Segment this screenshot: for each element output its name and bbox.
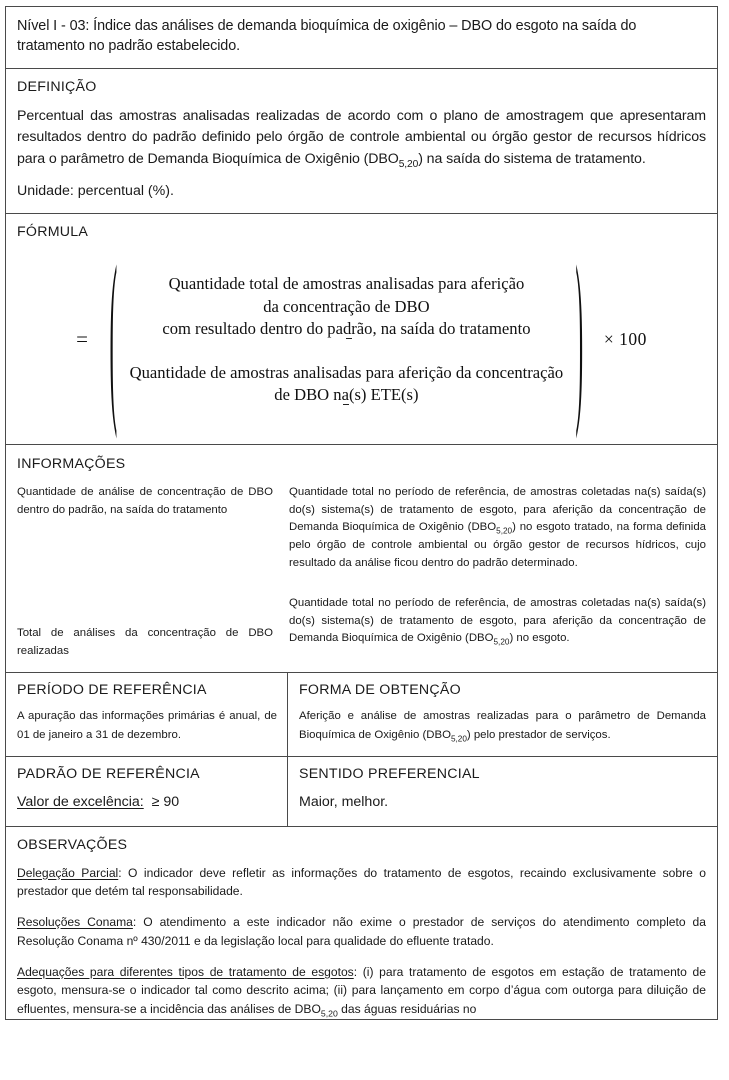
definicao-paragraph-post: ) na saída do sistema de tratamento. xyxy=(418,150,646,167)
formula-section xyxy=(6,214,717,445)
forma-body-pre: Aferição e análise de amostras realizadas para o parâmetro de Demanda Bioquímica de Oxigênio (DBO xyxy=(299,710,706,741)
definicao-section xyxy=(6,69,717,214)
informacoes-heading: INFORMAÇÕES xyxy=(17,455,126,472)
observacao-text-post: das águas residuárias no xyxy=(337,1002,477,1016)
formula-multiplier: × 100 xyxy=(603,329,647,350)
valor-excelencia-label: Valor de excelência: xyxy=(17,794,144,811)
informacoes-row xyxy=(17,595,706,661)
observacao-term: Adequações para diferentes tipos de tratamento de esgotos xyxy=(17,964,354,979)
definicao-paragraph xyxy=(17,106,706,170)
numerator-line-2: da concentração de DBO xyxy=(263,296,430,316)
forma-body-post: ) pelo prestador de serviços. xyxy=(466,728,611,741)
observacoes-section xyxy=(6,827,717,1019)
observacao-item xyxy=(17,913,706,950)
observacao-term: Delegação Parcial xyxy=(17,865,119,880)
padrao-sentido-band xyxy=(6,757,717,826)
page-title: Nível I - 03: Índice das análises de demanda bioquímica de oxigênio – DBO do esgoto na saída do tratamento no padrão estabelecido. xyxy=(17,18,637,55)
description-pre: Quantidade total no período de referência, de amostras coletadas na(s) saída(s) do(s) sistema(s) de tratamento de esgoto, para aferição da concentração de Demanda Bioquímica de Oxigênio (DBO xyxy=(289,485,706,534)
informacoes-row-label: Quantidade de análise de concentração de DBO dentro do padrão, na saída do tratamento xyxy=(17,485,273,516)
padrao-referencia-cell xyxy=(6,757,288,825)
padrao-referencia-heading: PADRÃO DE REFERÊNCIA xyxy=(17,766,200,783)
formula-expression xyxy=(17,234,706,446)
dbo-subscript: 5,20 xyxy=(493,637,510,647)
fraction xyxy=(130,251,564,428)
description-post: ) no esgoto. xyxy=(509,632,570,645)
sentido-preferencial-cell xyxy=(288,757,717,825)
indicator-sheet xyxy=(5,6,718,1020)
dbo-subscript: 5,20 xyxy=(450,734,467,744)
informacoes-row-description xyxy=(289,595,706,648)
periodo-referencia-heading: PERÍODO DE REFERÊNCIA xyxy=(17,682,207,699)
padrao-referencia-value-row xyxy=(17,792,277,813)
denominator-line-1: Quantidade de amostras analisadas para aferição da concentração xyxy=(129,362,564,382)
definicao-heading: DEFINIÇÃO xyxy=(17,78,97,95)
fraction-denominator xyxy=(130,338,564,426)
description-post: ) no esgoto tratado, na forma definida pelo órgão de controle ambiental ou órgão gestor de recursos hídricos, cujo resultado da análise ficou dentro do padrão determinado. xyxy=(289,521,706,570)
observacao-term: Resoluções Conama xyxy=(17,915,133,930)
numerator-line-3: com resultado dentro do padrão, na saída do tratamento xyxy=(162,318,531,338)
open-paren: ( xyxy=(109,234,118,446)
observacao-text: : O atendimento a este indicador não exime o prestador de serviços do atendimento completo da Resolução Conama nº 430/2011 e da legislação local para qualidade do efluente tratado. xyxy=(17,915,706,948)
periodo-referencia-cell xyxy=(6,673,288,756)
informacoes-row-label: Total de análises da concentração de DBO realizadas xyxy=(17,626,273,657)
denominator-line-2: de DBO na(s) ETE(s) xyxy=(274,384,419,404)
observacao-text-pre: : (i) para tratamento de esgotos em estação de tratamento de esgoto, mensura-se o indicador tal como descrito acima; (ii) para lançamento em corpo d’água com outorga para diluição de efluentes, mensura-se a incidência das análises de DBO xyxy=(17,964,706,1016)
formula-heading: FÓRMULA xyxy=(17,224,89,241)
forma-obtencao-body xyxy=(299,707,706,744)
close-paren: ) xyxy=(575,234,584,446)
description-pre: Quantidade total no período de referência, de amostras coletadas na(s) saída(s) do(s) sistema(s) de tratamento de esgoto, para aferição da concentração de Demanda Bioquímica de Oxigênio (DBO xyxy=(289,596,706,645)
periodo-forma-band xyxy=(6,673,717,757)
informacoes-row xyxy=(17,484,706,573)
periodo-referencia-body: A apuração das informações primárias é anual, de 01 de janeiro a 31 de dezembro. xyxy=(17,710,277,741)
dbo-subscript: 5,20 xyxy=(398,158,419,170)
observacao-item xyxy=(17,864,706,901)
sentido-preferencial-body: Maior, melhor. xyxy=(299,794,389,811)
valor-excelencia-value: ≥ 90 xyxy=(151,794,180,811)
equals-sign: = xyxy=(76,327,88,352)
forma-obtencao-heading: FORMA DE OBTENÇÃO xyxy=(299,682,461,699)
numerator-line-1: Quantidade total de amostras analisadas para aferição xyxy=(168,274,525,294)
informacoes-section xyxy=(6,445,717,673)
observacao-item xyxy=(17,963,706,1019)
definicao-unit: Unidade: percentual (%). xyxy=(17,182,174,199)
forma-obtencao-cell xyxy=(288,673,717,756)
dbo-subscript: 5,20 xyxy=(496,526,513,536)
informacoes-row-description xyxy=(289,484,706,573)
observacao-text: : O indicador deve refletir as informações do tratamento de esgotos, recaindo exclusivamente sobre o prestador que detém tal responsabilidade. xyxy=(17,865,706,899)
title-band xyxy=(6,7,717,69)
observacoes-heading: OBSERVAÇÕES xyxy=(17,836,128,853)
sentido-preferencial-heading: SENTIDO PREFERENCIAL xyxy=(299,766,480,783)
definicao-paragraph-pre: Percentual das amostras analisadas realizadas de acordo com o plano de amostragem que apresentaram resultados dentro do padrão definido pelo órgão de controle ambiental ou órgão gestor de recursos hídricos para o parâmetro de Demanda Bioquímica de Oxigênio (DBO xyxy=(17,107,706,167)
dbo-subscript: 5,20 xyxy=(320,1008,338,1019)
